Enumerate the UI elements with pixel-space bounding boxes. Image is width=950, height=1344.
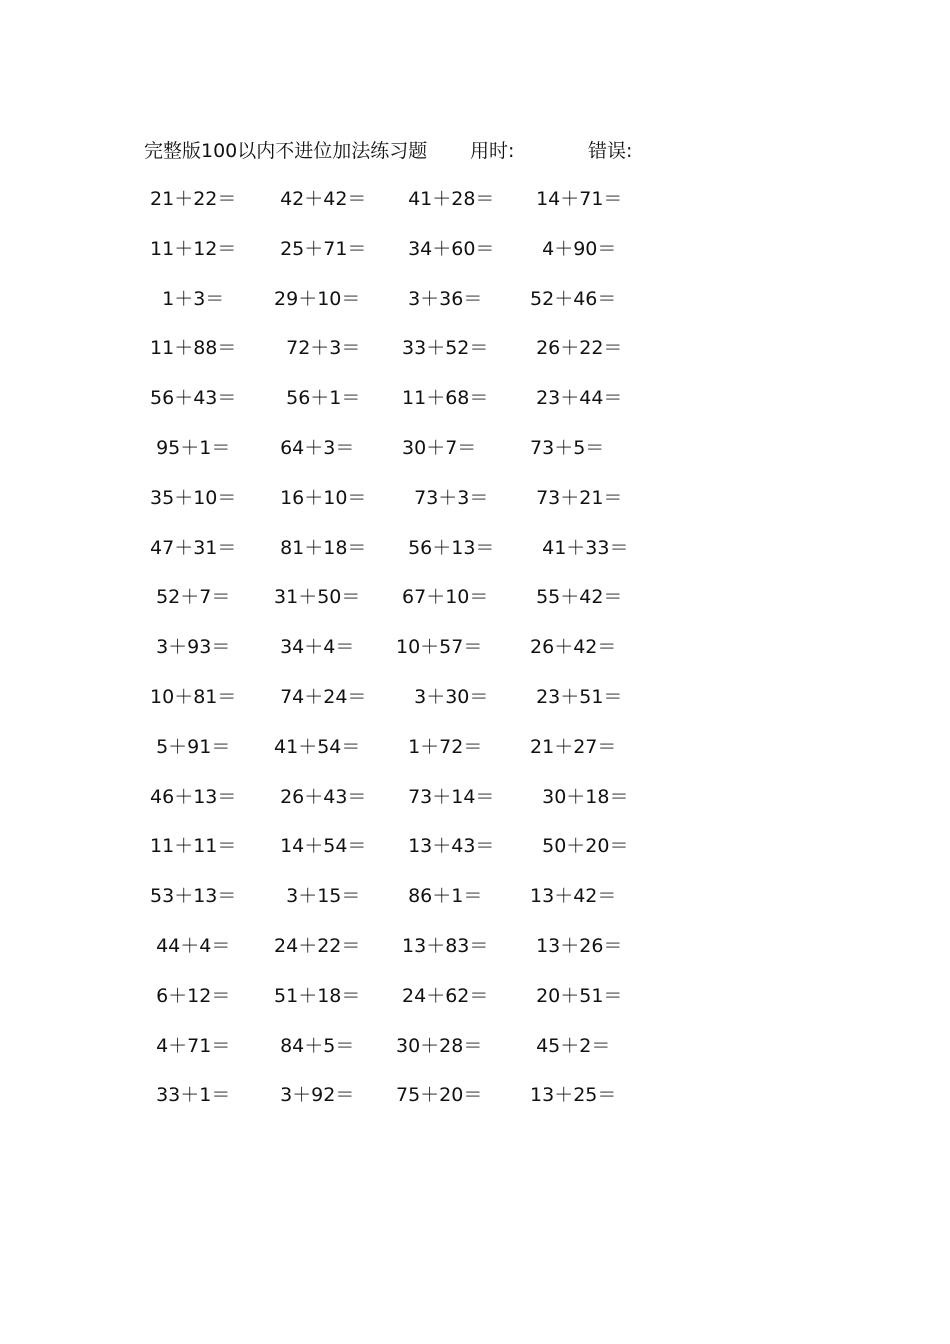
addition-problem: 35＋10＝ xyxy=(144,486,237,509)
addition-problem: 21＋27＝ xyxy=(524,735,617,758)
addition-problem: 56＋13＝ xyxy=(396,536,495,559)
addition-problem: 23＋44＝ xyxy=(524,387,623,410)
addition-problem: 16＋10＝ xyxy=(268,486,367,509)
addition-problem: 56＋43＝ xyxy=(144,387,237,410)
addition-problem: 73＋3＝ xyxy=(396,486,489,509)
addition-problem: 3＋30＝ xyxy=(396,685,489,708)
error-label: 错误: xyxy=(588,140,633,162)
addition-problem: 21＋22＝ xyxy=(144,188,237,210)
addition-problem: 13＋26＝ xyxy=(524,934,623,957)
addition-problem: 64＋3＝ xyxy=(268,436,355,459)
addition-problem: 10＋57＝ xyxy=(396,636,483,659)
addition-problem: 73＋21＝ xyxy=(524,486,623,509)
addition-problem: 45＋2＝ xyxy=(524,1034,611,1057)
addition-problem: 81＋18＝ xyxy=(268,536,367,559)
addition-problem: 51＋18＝ xyxy=(268,984,361,1007)
problem-row xyxy=(144,632,664,682)
addition-problem: 34＋4＝ xyxy=(268,636,355,659)
problem-row xyxy=(144,433,664,483)
addition-problem: 3＋36＝ xyxy=(396,287,483,310)
addition-problem: 55＋42＝ xyxy=(524,586,623,609)
addition-problem: 44＋4＝ xyxy=(144,934,231,957)
addition-problem: 6＋12＝ xyxy=(144,984,231,1007)
problem-row xyxy=(144,782,664,832)
addition-problem: 11＋68＝ xyxy=(396,387,489,410)
addition-problem: 13＋43＝ xyxy=(396,835,495,858)
problem-row xyxy=(144,831,664,881)
addition-problem: 14＋71＝ xyxy=(524,188,623,210)
addition-problem: 74＋24＝ xyxy=(268,685,367,708)
addition-problem: 34＋60＝ xyxy=(396,237,495,260)
problem-row xyxy=(144,234,664,284)
addition-problem: 29＋10＝ xyxy=(268,287,361,310)
problem-row xyxy=(144,284,664,334)
worksheet-title: 完整版100以内不进位加法练习题 xyxy=(144,140,428,162)
problem-grid xyxy=(144,184,664,1130)
problem-row xyxy=(144,483,664,533)
addition-problem: 72＋3＝ xyxy=(268,337,361,360)
addition-problem: 42＋42＝ xyxy=(268,188,367,210)
addition-problem: 67＋10＝ xyxy=(396,586,489,609)
addition-problem: 41＋28＝ xyxy=(396,188,495,210)
addition-problem: 1＋3＝ xyxy=(144,287,225,310)
addition-problem: 41＋33＝ xyxy=(524,536,629,559)
addition-problem: 46＋13＝ xyxy=(144,785,237,808)
problem-row xyxy=(144,981,664,1031)
addition-problem: 86＋1＝ xyxy=(396,885,483,908)
addition-problem: 26＋42＝ xyxy=(524,636,617,659)
addition-problem: 13＋42＝ xyxy=(524,885,617,908)
addition-problem: 11＋12＝ xyxy=(144,237,237,260)
addition-problem: 3＋15＝ xyxy=(268,885,361,908)
addition-problem: 75＋20＝ xyxy=(396,1084,483,1107)
addition-problem: 3＋93＝ xyxy=(144,636,231,659)
addition-problem: 24＋22＝ xyxy=(268,934,361,957)
addition-problem: 13＋83＝ xyxy=(396,934,489,957)
worksheet-header xyxy=(144,136,704,166)
addition-problem: 5＋91＝ xyxy=(144,735,231,758)
addition-problem: 20＋51＝ xyxy=(524,984,623,1007)
addition-problem: 53＋13＝ xyxy=(144,885,237,908)
problem-row xyxy=(144,184,664,234)
addition-problem: 26＋43＝ xyxy=(268,785,367,808)
addition-problem: 13＋25＝ xyxy=(524,1084,617,1107)
addition-problem: 31＋50＝ xyxy=(268,586,361,609)
addition-problem: 11＋88＝ xyxy=(144,337,237,360)
addition-problem: 84＋5＝ xyxy=(268,1034,355,1057)
addition-problem: 52＋7＝ xyxy=(144,586,231,609)
addition-problem: 4＋71＝ xyxy=(144,1034,231,1057)
problem-row xyxy=(144,1031,664,1081)
addition-problem: 14＋54＝ xyxy=(268,835,367,858)
addition-problem: 11＋11＝ xyxy=(144,835,237,858)
problem-row xyxy=(144,732,664,782)
addition-problem: 30＋28＝ xyxy=(396,1034,483,1057)
addition-problem: 23＋51＝ xyxy=(524,685,623,708)
addition-problem: 10＋81＝ xyxy=(144,685,237,708)
addition-problem: 30＋7＝ xyxy=(396,436,477,459)
problem-row xyxy=(144,931,664,981)
problem-row xyxy=(144,582,664,632)
addition-problem: 52＋46＝ xyxy=(524,287,617,310)
addition-problem: 1＋72＝ xyxy=(396,735,483,758)
problem-row xyxy=(144,682,664,732)
addition-problem: 47＋31＝ xyxy=(144,536,237,559)
problem-row xyxy=(144,1080,664,1130)
addition-problem: 4＋90＝ xyxy=(524,237,617,260)
problem-row xyxy=(144,533,664,583)
addition-problem: 73＋14＝ xyxy=(396,785,495,808)
addition-problem: 95＋1＝ xyxy=(144,436,231,459)
addition-problem: 56＋1＝ xyxy=(268,387,361,410)
addition-problem: 73＋5＝ xyxy=(524,436,605,459)
problem-row xyxy=(144,383,664,433)
addition-problem: 24＋62＝ xyxy=(396,984,489,1007)
addition-problem: 25＋71＝ xyxy=(268,237,367,260)
addition-problem: 41＋54＝ xyxy=(268,735,361,758)
time-label: 用时: xyxy=(470,140,515,162)
addition-problem: 33＋1＝ xyxy=(144,1084,231,1107)
addition-problem: 50＋20＝ xyxy=(524,835,629,858)
addition-problem: 3＋92＝ xyxy=(268,1084,355,1107)
addition-problem: 33＋52＝ xyxy=(396,337,489,360)
problem-row xyxy=(144,333,664,383)
addition-problem: 30＋18＝ xyxy=(524,785,629,808)
addition-problem: 26＋22＝ xyxy=(524,337,623,360)
problem-row xyxy=(144,881,664,931)
